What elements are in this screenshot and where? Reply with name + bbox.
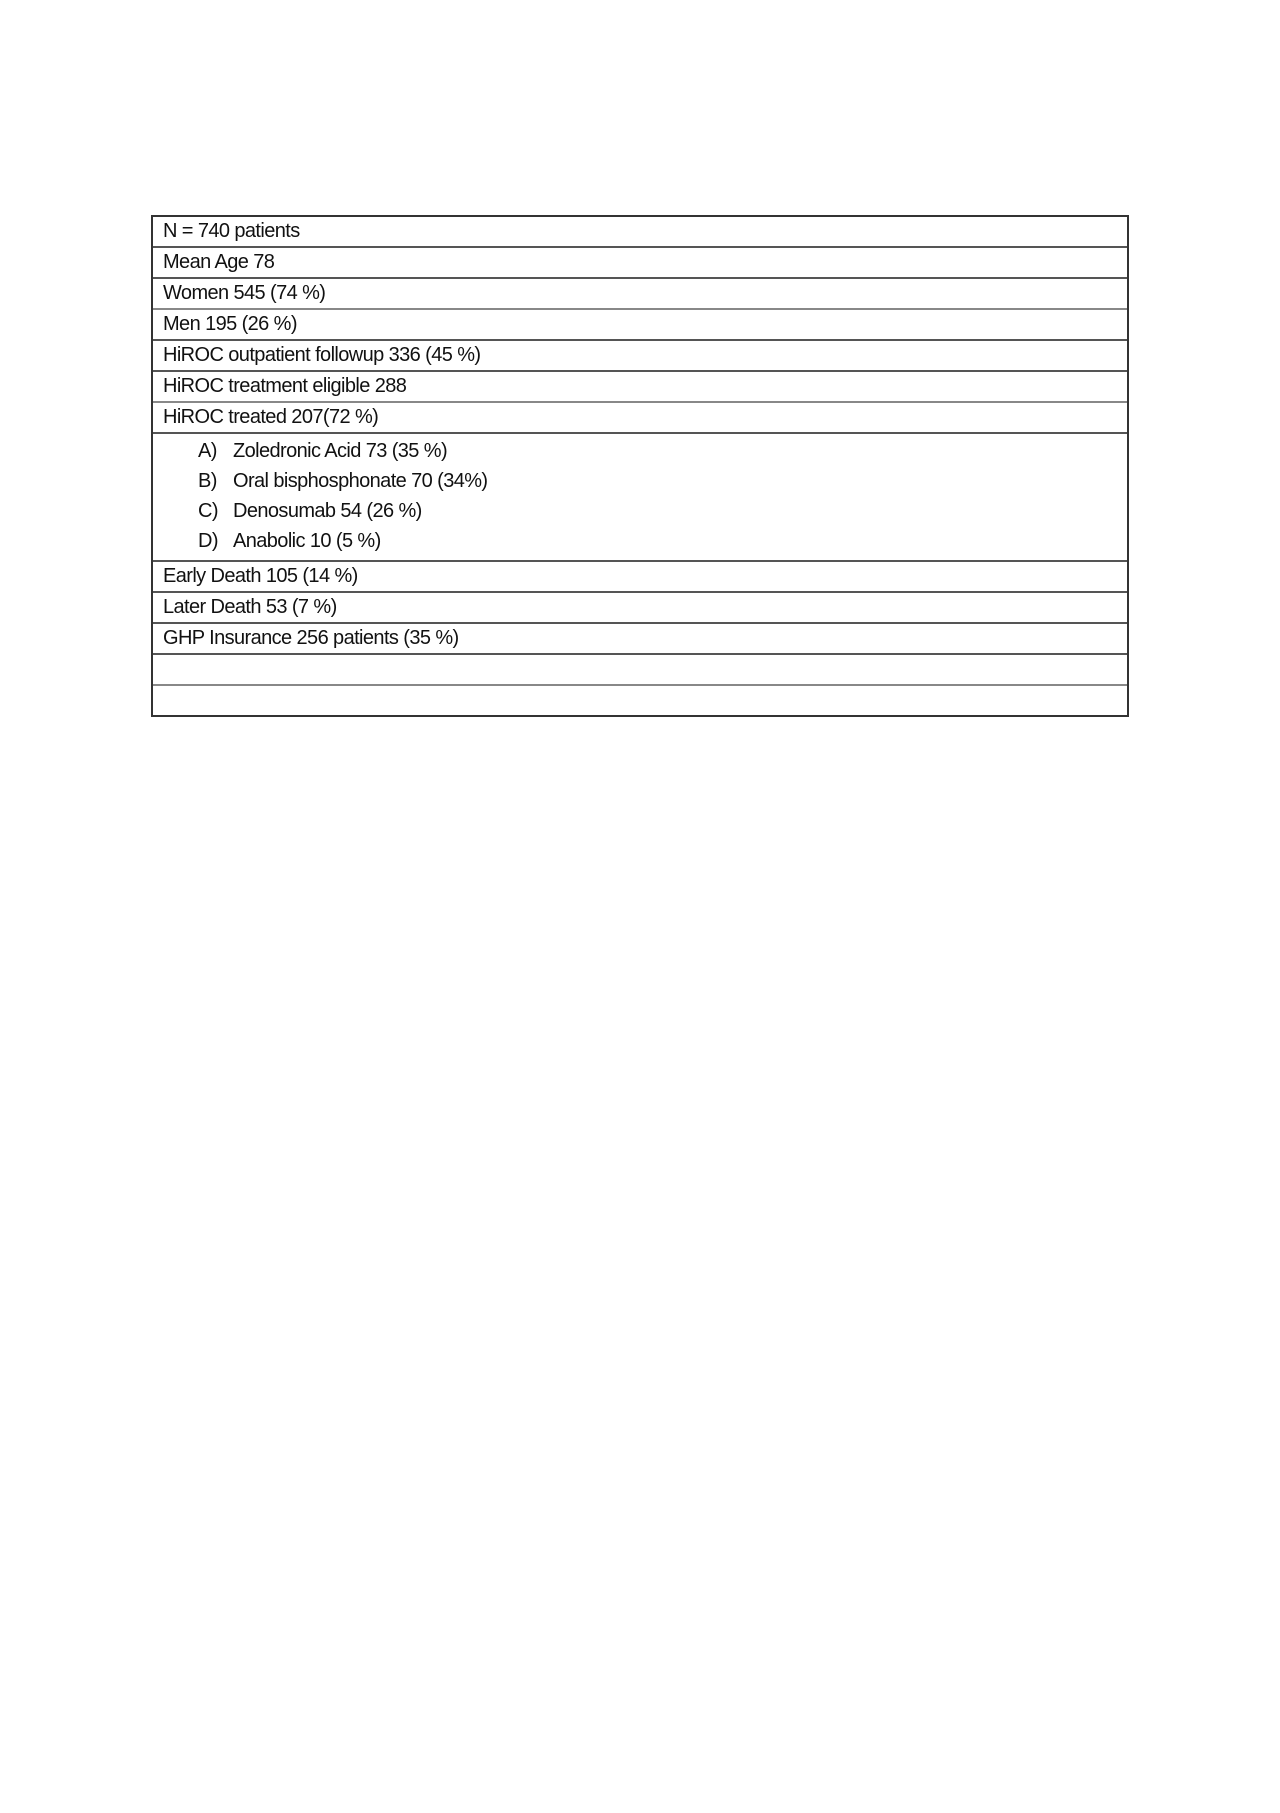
empty-row [153, 655, 1127, 686]
list-letter: A) [198, 439, 217, 462]
list-text: Zoledronic Acid 73 (35 %) [233, 439, 448, 462]
list-item [153, 526, 1127, 556]
table-row [153, 624, 1127, 655]
row-text: Men 195 (26 %) [163, 313, 297, 335]
row-text: HiROC treated 207(72 %) [163, 406, 379, 428]
list-text: Anabolic 10 (5 %) [233, 529, 381, 552]
list-item [153, 496, 1127, 526]
table-row [153, 403, 1127, 434]
row-text: HiROC outpatient followup 336 (45 %) [163, 344, 481, 366]
list-letter: D) [198, 529, 218, 552]
list-letter: B) [198, 469, 217, 492]
row-text: Women 545 (74 %) [163, 282, 326, 304]
list-text: Oral bisphosphonate 70 (34%) [233, 469, 488, 492]
row-text: Later Death 53 (7 %) [163, 596, 337, 618]
table-row [153, 562, 1127, 593]
table-row [153, 248, 1127, 279]
patient-summary-table [151, 215, 1129, 717]
row-text: N = 740 patients [163, 220, 300, 242]
table-row [153, 310, 1127, 341]
row-text: HiROC treatment eligible 288 [163, 375, 407, 397]
list-text: Denosumab 54 (26 %) [233, 499, 422, 522]
table-row [153, 593, 1127, 624]
list-item [153, 466, 1127, 496]
table-row [153, 217, 1127, 248]
table-row [153, 341, 1127, 372]
table-row [153, 372, 1127, 403]
row-text: Mean Age 78 [163, 251, 275, 273]
row-text: Early Death 105 (14 %) [163, 565, 358, 587]
list-item [153, 436, 1127, 466]
row-text: GHP Insurance 256 patients (35 %) [163, 627, 459, 649]
list-letter: C) [198, 499, 218, 522]
empty-row [153, 686, 1127, 715]
treatment-list [153, 434, 1127, 562]
table-row [153, 279, 1127, 310]
